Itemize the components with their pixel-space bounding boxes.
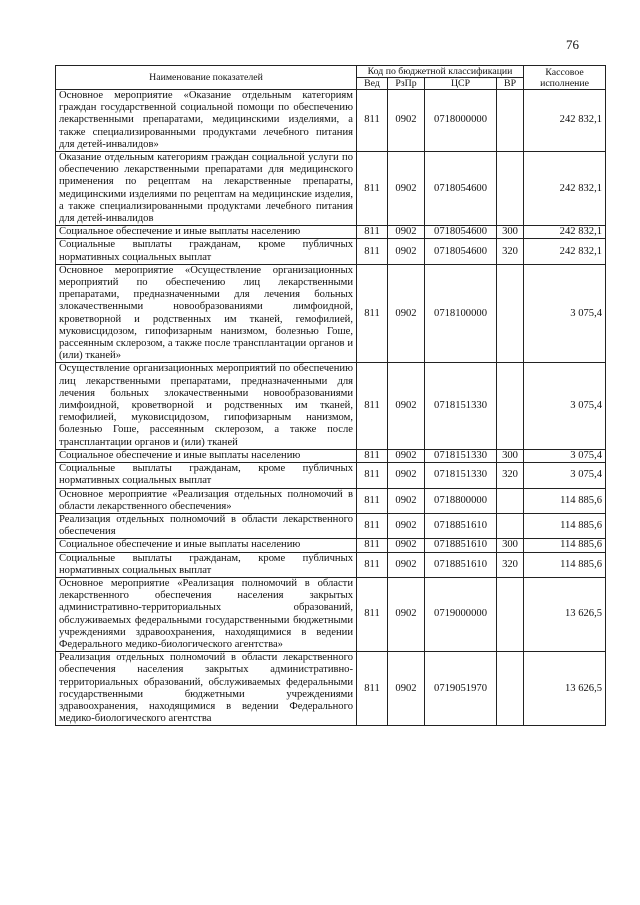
row-csr: 0719051970 (425, 652, 497, 726)
table-row (56, 449, 606, 462)
table-row (56, 463, 606, 488)
row-ved: 811 (357, 652, 388, 726)
row-csr: 0718151330 (425, 449, 497, 462)
row-ved: 811 (357, 90, 388, 152)
page-number: 76 (566, 37, 579, 52)
row-amount: 13 626,5 (524, 577, 606, 651)
row-vr (497, 488, 524, 513)
row-name: Основное мероприятие «Реализация полномочий в области лекарственного обеспечения населения закрытых административно-территориальных образований, обслуживаемых федеральными государственными бюджетными учреждениями здравоохранения, находящимися в ведении Федерального медико-биологического агентства» (56, 577, 357, 651)
row-ved: 811 (357, 226, 388, 239)
table-row (56, 488, 606, 513)
row-csr: 0718851610 (425, 539, 497, 552)
row-vr (497, 577, 524, 651)
row-ved: 811 (357, 152, 388, 226)
row-vr: 300 (497, 539, 524, 552)
row-ved: 811 (357, 513, 388, 538)
row-amount: 242 832,1 (524, 90, 606, 152)
row-vr: 320 (497, 463, 524, 488)
row-ved: 811 (357, 488, 388, 513)
row-amount: 114 885,6 (524, 539, 606, 552)
row-amount: 114 885,6 (524, 552, 606, 577)
row-rzpr: 0902 (388, 652, 425, 726)
row-name: Социальное обеспечение и иные выплаты населению (56, 539, 357, 552)
row-rzpr: 0902 (388, 239, 425, 264)
row-rzpr: 0902 (388, 552, 425, 577)
header-code-group: Код по бюджетной классификации (357, 66, 524, 78)
row-rzpr: 0902 (388, 264, 425, 363)
row-csr: 0718054600 (425, 239, 497, 264)
row-amount: 3 075,4 (524, 463, 606, 488)
row-ved: 811 (357, 539, 388, 552)
row-name: Социальные выплаты гражданам, кроме публичных нормативных социальных выплат (56, 463, 357, 488)
row-ved: 811 (357, 552, 388, 577)
row-name: Реализация отдельных полномочий в области лекарственного обеспечения (56, 513, 357, 538)
row-rzpr: 0902 (388, 363, 425, 449)
row-vr (497, 264, 524, 363)
table-body (56, 90, 606, 726)
header-vr: ВР (497, 78, 524, 90)
table-row (56, 226, 606, 239)
header-ved: Вед (357, 78, 388, 90)
row-csr: 0719000000 (425, 577, 497, 651)
row-ved: 811 (357, 363, 388, 449)
row-ved: 811 (357, 239, 388, 264)
row-vr (497, 363, 524, 449)
row-rzpr: 0902 (388, 449, 425, 462)
row-name: Реализация отдельных полномочий в области лекарственного обеспечения населения закрытых административно-территориальных образований, обслуживаемых федеральными государственными бюджетными учреждениями здравоохранения, находящимися в ведении Федерального медико-биологического агентства (56, 652, 357, 726)
table-row (56, 264, 606, 363)
budget-table (55, 65, 606, 726)
row-rzpr: 0902 (388, 539, 425, 552)
table-row (56, 539, 606, 552)
table-row (56, 363, 606, 449)
row-name: Осуществление организационных мероприятий по обеспечению лиц лекарственными препаратами, предназначенными для лечения больных злокачественными новообразованиями лимфоидной, кроветворной и родственных им тканей, гемофилией, муковисцидозом, гипофизарным нанизмом, болезнью Гоше, рассеянным склерозом, а также после трансплантации органов и (или) тканей (56, 363, 357, 449)
row-amount: 242 832,1 (524, 239, 606, 264)
row-rzpr: 0902 (388, 463, 425, 488)
row-amount: 3 075,4 (524, 264, 606, 363)
row-rzpr: 0902 (388, 152, 425, 226)
row-rzpr: 0902 (388, 577, 425, 651)
table-row (56, 152, 606, 226)
row-name: Основное мероприятие «Реализация отдельных полномочий в области лекарственного обеспечения» (56, 488, 357, 513)
row-ved: 811 (357, 264, 388, 363)
row-csr: 0718054600 (425, 152, 497, 226)
row-csr: 0718800000 (425, 488, 497, 513)
row-rzpr: 0902 (388, 226, 425, 239)
row-vr (497, 513, 524, 538)
row-vr: 320 (497, 239, 524, 264)
row-rzpr: 0902 (388, 513, 425, 538)
row-csr: 0718851610 (425, 552, 497, 577)
row-vr (497, 152, 524, 226)
header-name: Наименование показателей (56, 66, 357, 90)
row-csr: 0718000000 (425, 90, 497, 152)
row-vr: 320 (497, 552, 524, 577)
row-name: Социальное обеспечение и иные выплаты населению (56, 449, 357, 462)
table-row (56, 577, 606, 651)
row-ved: 811 (357, 577, 388, 651)
table-row (56, 90, 606, 152)
row-vr: 300 (497, 449, 524, 462)
row-amount: 3 075,4 (524, 363, 606, 449)
row-name: Основное мероприятие «Оказание отдельным категориям граждан государственной социальной помощи по обеспечению лекарственными препаратами, медицинскими изделиями, а также специализированными продуктами лечебного питания для детей-инвалидов» (56, 90, 357, 152)
row-amount: 3 075,4 (524, 449, 606, 462)
row-vr: 300 (497, 226, 524, 239)
table-row (56, 513, 606, 538)
row-amount: 242 832,1 (524, 152, 606, 226)
table-row (56, 552, 606, 577)
row-amount: 13 626,5 (524, 652, 606, 726)
row-csr: 0718100000 (425, 264, 497, 363)
row-name: Основное мероприятие «Осуществление организационных мероприятий по обеспечению лиц лекарственными препаратами, предназначенными для лечения больных злокачественными новообразованиями лимфоидной, кроветворной и родственных им тканей, гемофилией, муковисцидозом, гипофизарным нанизмом, болезнью Гоше, рассеянным склерозом, а также после трансплантации органов и (или) тканей» (56, 264, 357, 363)
row-csr: 0718151330 (425, 463, 497, 488)
table-header (56, 66, 606, 90)
header-csr: ЦСР (425, 78, 497, 90)
table-row (56, 652, 606, 726)
row-vr (497, 90, 524, 152)
row-amount: 114 885,6 (524, 488, 606, 513)
table-row (56, 239, 606, 264)
row-csr: 0718054600 (425, 226, 497, 239)
row-name: Социальные выплаты гражданам, кроме публичных нормативных социальных выплат (56, 239, 357, 264)
row-csr: 0718151330 (425, 363, 497, 449)
row-csr: 0718851610 (425, 513, 497, 538)
row-amount: 114 885,6 (524, 513, 606, 538)
row-ved: 811 (357, 449, 388, 462)
row-name: Социальные выплаты гражданам, кроме публичных нормативных социальных выплат (56, 552, 357, 577)
row-amount: 242 832,1 (524, 226, 606, 239)
row-vr (497, 652, 524, 726)
header-rzpr: РзПр (388, 78, 425, 90)
row-ved: 811 (357, 463, 388, 488)
row-rzpr: 0902 (388, 90, 425, 152)
header-amount: Кассовое исполнение (524, 66, 606, 90)
row-name: Социальное обеспечение и иные выплаты населению (56, 226, 357, 239)
row-rzpr: 0902 (388, 488, 425, 513)
row-name: Оказание отдельным категориям граждан социальной услуги по обеспечению лекарственными препаратами для медицинского применения по рецептам на лекарственные препараты, медицинскими изделиями по рецептам на медицинские изделия, а также специализированными продуктами лечебного питания для детей-инвалидов (56, 152, 357, 226)
